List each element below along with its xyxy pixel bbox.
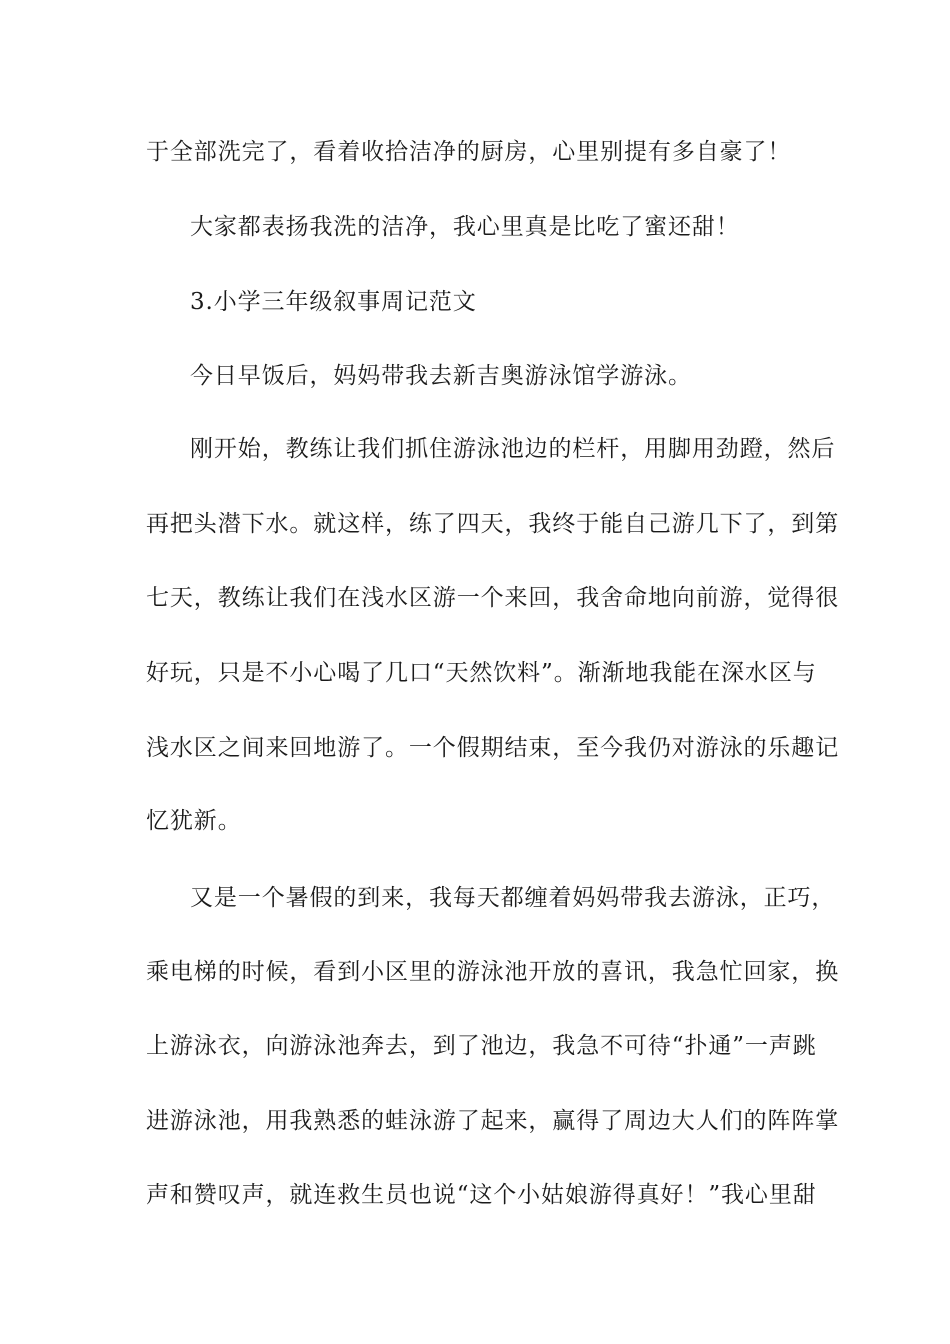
text-line-15: 声和赞叹声，就连救生员也说“这个小姑娘游得真好！”我心里甜 <box>146 1182 817 1208</box>
text-line-6: 再把头潜下水。就这样，练了四天，我终于能自己游几下了，到第 <box>146 511 840 537</box>
text-line-5: 刚开始，教练让我们抓住游泳池边的栏杆，用脚用劲蹬，然后 <box>190 436 836 462</box>
text-line-8: 好玩，只是不小心喝了几口“天然饮料”。渐渐地我能在深水区与 <box>146 660 817 686</box>
text-line-10: 忆犹新。 <box>146 808 242 834</box>
text-line-13: 上游泳衣，向游泳池奔去，到了池边，我急不可待“扑通”一声跳 <box>146 1033 817 1059</box>
text-line-9: 浅水区之间来回地游了。一个假期结束，至今我仍对游泳的乐趣记 <box>146 735 840 761</box>
text-line-4: 今日早饭后，妈妈带我去新吉奥游泳馆学游泳。 <box>190 363 692 389</box>
text-line-1: 于全部洗完了，看着收拾洁净的厨房，心里别提有多自豪了！ <box>146 139 792 165</box>
text-line-11: 又是一个暑假的到来，我每天都缠着妈妈带我去游泳，正巧， <box>190 885 836 911</box>
text-line-12: 乘电梯的时候，看到小区里的游泳池开放的喜讯，我急忙回家，换 <box>146 959 840 985</box>
text-line-7: 七天，教练让我们在浅水区游一个来回，我舍命地向前游，觉得很 <box>146 585 840 611</box>
text-line-2: 大家都表扬我洗的洁净，我心里真是比吃了蜜还甜！ <box>190 214 740 240</box>
section-heading: 3.小学三年级叙事周记范文 <box>190 289 477 315</box>
text-line-14: 进游泳池，用我熟悉的蛙泳游了起来，赢得了周边大人们的阵阵掌 <box>146 1108 840 1134</box>
